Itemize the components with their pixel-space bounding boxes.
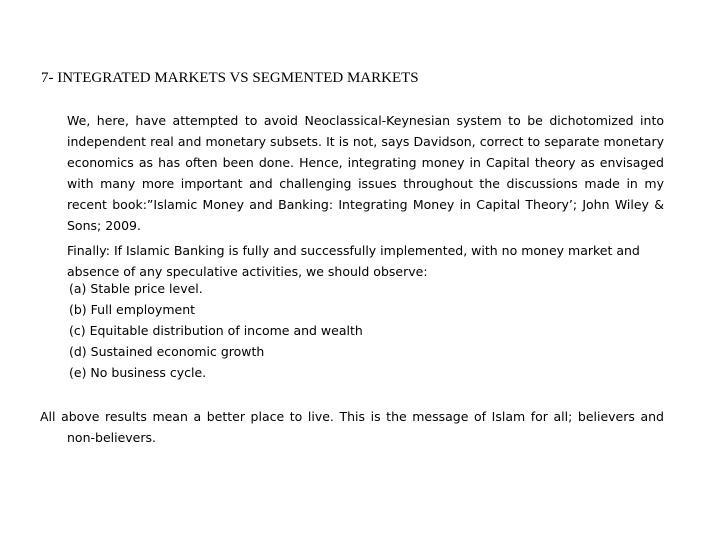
outcome-item: (e) No business cycle. [69, 365, 207, 380]
outcome-item: (b) Full employment [69, 302, 196, 317]
outcome-item: (c) Equitable distribution of income and wealth [69, 323, 363, 338]
outcome-item: (a) Stable price level. [69, 281, 203, 296]
paragraph-conclusion: All above results mean a better place to live. This is the message of Islam for all; believers and non-believers. [40, 409, 664, 445]
paragraph-integration: We, here, have attempted to avoid Neoclassical-Keynesian system to be dichotomized into independent real and monetary subsets. It is not, says Davidson, correct to separate monetary economics as has often been done. Hence, integrating money in Capital theory as envisaged with many more important and challenging issues throughout the discussions made in my recent book:”Islamic Money and Banking: Integrating Money in Capital Theory’; John Wiley & Sons; 2009. [67, 113, 664, 233]
paragraph-conditions: Finally: If Islamic Banking is fully and successfully implemented, with no money market and absence of any speculative activities, we should observe: [67, 243, 640, 279]
outcome-item: (d) Sustained economic growth [69, 344, 265, 359]
section-heading: 7- INTEGRATED MARKETS VS SEGMENTED MARKETS [41, 70, 419, 86]
outcomes-list [69, 278, 363, 383]
